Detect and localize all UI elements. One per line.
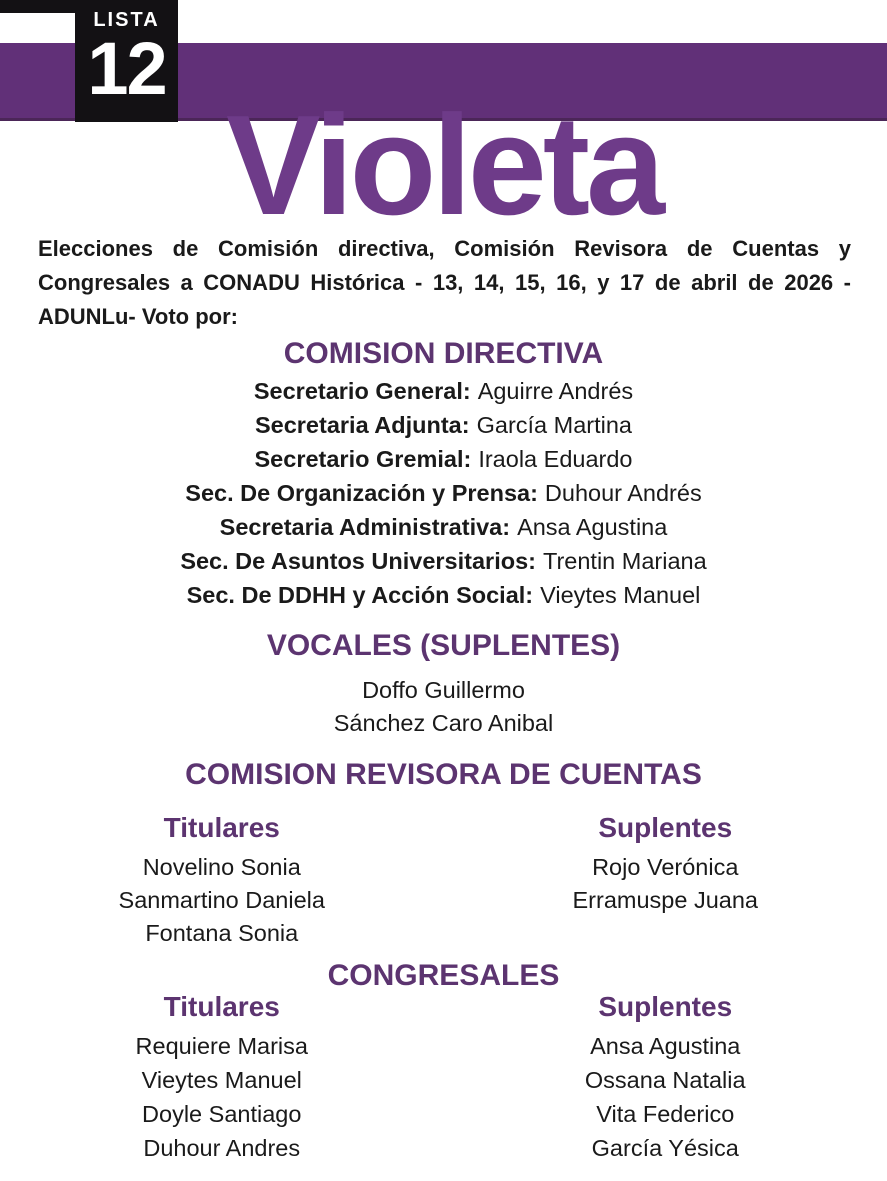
revisora-columns [0, 793, 887, 950]
candidate-name: Iraola Eduardo [478, 446, 633, 472]
congresales-titulares-column [0, 991, 444, 1165]
titulares-list [0, 851, 444, 950]
heading-congresales: CONGRESALES [327, 959, 560, 992]
candidate-name: Duhour Andrés [544, 480, 702, 506]
role-label: Secretario Gremial: [254, 446, 472, 472]
titulares-heading: Titulares [163, 812, 280, 843]
titulares-heading: Titulares [163, 991, 280, 1022]
candidate-name: Doffo Guillermo [362, 677, 525, 703]
lista-badge [75, 0, 178, 122]
role-label: Secretaria Administrativa: [219, 514, 511, 540]
role-label: Secretario General: [253, 378, 471, 404]
candidate-name: Ansa Agustina [590, 1033, 741, 1059]
titulares-list [0, 1029, 444, 1165]
heading-comision-revisora: COMISION REVISORA DE CUENTAS [185, 758, 702, 791]
congresales-columns [0, 991, 887, 1165]
candidate-name: Vita Federico [596, 1101, 735, 1127]
role-row [0, 408, 887, 442]
role-row [0, 544, 887, 578]
candidate-name: Sanmartino Daniela [118, 887, 325, 913]
top-black-strip [0, 0, 82, 13]
candidate-name: García Yésica [591, 1135, 739, 1161]
page-title: Violeta [225, 86, 662, 245]
role-row [0, 476, 887, 510]
candidate-name: Ossana Natalia [584, 1067, 746, 1093]
role-label: Secretaria Adjunta: [254, 412, 470, 438]
candidate-name: Duhour Andres [143, 1135, 301, 1161]
congresales-suplentes-column [444, 991, 887, 1165]
candidate-name: García Martina [476, 412, 633, 438]
vocales-list [0, 674, 887, 740]
role-row [0, 510, 887, 544]
heading-comision-directiva: COMISION DIRECTIVA [283, 337, 604, 370]
candidate-name: Vieytes Manuel [540, 582, 701, 608]
role-label: Sec. De Organización y Prensa: [185, 480, 538, 506]
intro-text: Elecciones de Comisión directiva, Comisión Revisora de Cuentas y Congresales a CONADU Histórica - 13, 14, 15, 16, y 17 de abril de 2026 - ADUNLu- Voto por: [38, 236, 851, 329]
candidate-name: Aguirre Andrés [477, 378, 634, 404]
candidate-name: Trentin Mariana [542, 548, 707, 574]
candidate-name: Rojo Verónica [592, 854, 739, 880]
candidate-name: Ansa Agustina [517, 514, 668, 540]
candidate-name: Vieytes Manuel [141, 1067, 302, 1093]
suplentes-heading: Suplentes [598, 812, 733, 843]
heading-vocales-suplentes: VOCALES (SUPLENTES) [266, 629, 621, 662]
candidate-name: Erramuspe Juana [572, 887, 758, 913]
role-row [0, 578, 887, 612]
suplentes-list [444, 851, 887, 917]
role-label: Sec. De DDHH y Acción Social: [186, 582, 534, 608]
suplentes-list [444, 1029, 887, 1165]
candidate-name: Novelino Sonia [142, 854, 301, 880]
suplentes-heading: Suplentes [598, 991, 733, 1022]
role-label: Sec. De Asuntos Universitarios: [180, 548, 536, 574]
revisora-titulares-column [0, 793, 444, 950]
candidate-name: Sánchez Caro Anibal [333, 710, 554, 736]
role-row [0, 442, 887, 476]
directiva-list [0, 374, 887, 612]
candidate-name: Fontana Sonia [145, 920, 299, 946]
role-row [0, 374, 887, 408]
candidate-name: Requiere Marisa [135, 1033, 308, 1059]
revisora-suplentes-column [444, 793, 887, 950]
lista-label: LISTA [93, 9, 160, 31]
candidate-name: Doyle Santiago [142, 1101, 302, 1127]
lista-number: 12 [87, 27, 166, 110]
